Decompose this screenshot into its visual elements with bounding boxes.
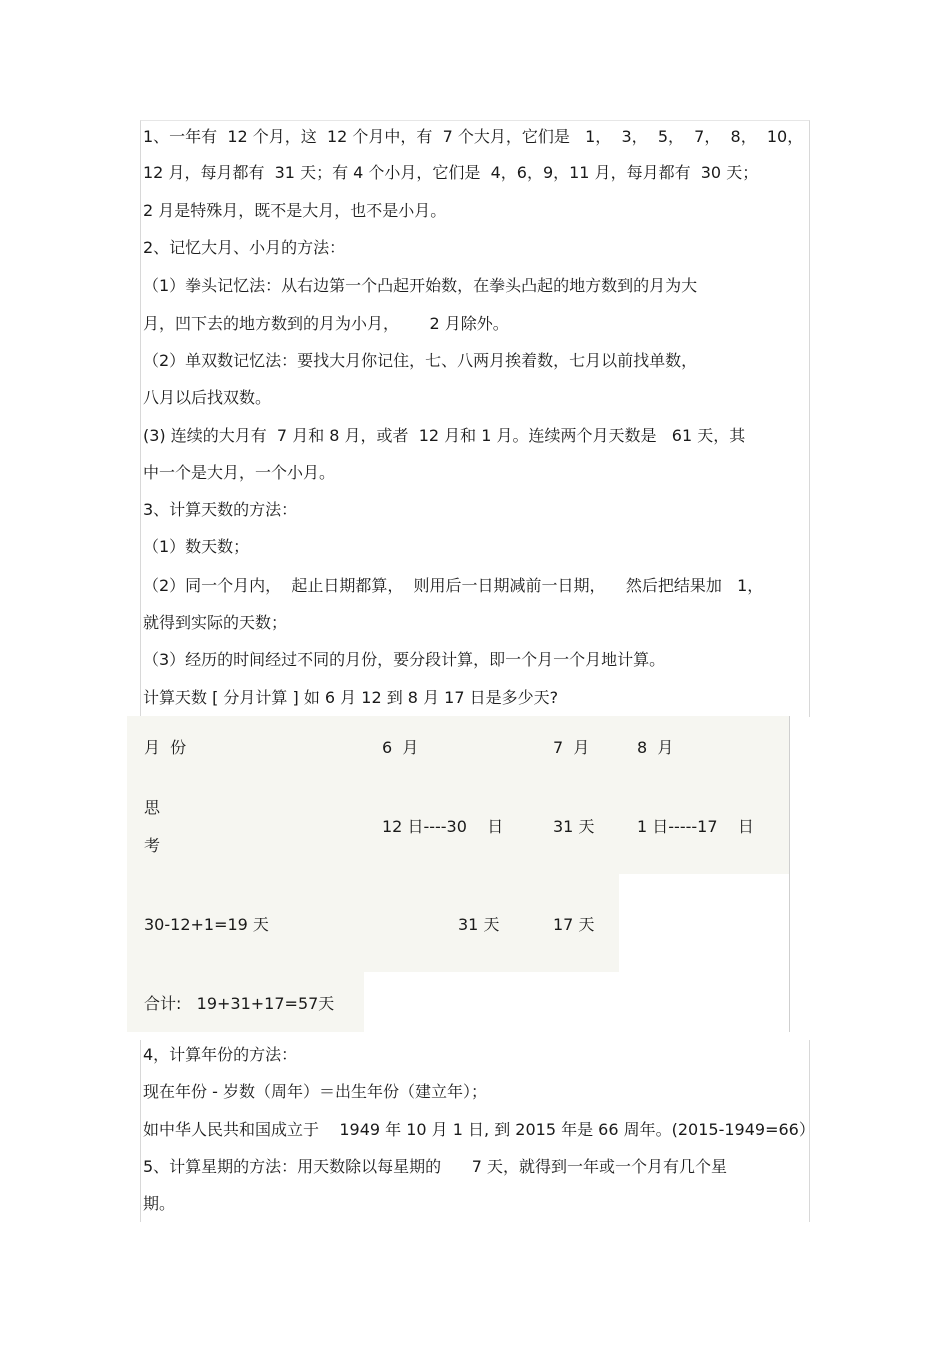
table-header-block bbox=[127, 716, 789, 874]
table-right-border bbox=[789, 716, 790, 1032]
table-month-7: 7 月 bbox=[553, 738, 590, 757]
section4-example: 如中华人民共和国成立于 1949 年 10 月 1 日, 到 2015 年是 66 周年。(2015-1949=66） bbox=[143, 1120, 815, 1139]
section2-item1-line1: （1）拳头记忆法：从右边第一个凸起开始数，在拳头凸起的地方数到的月为大 bbox=[143, 276, 698, 295]
section5-line2: 期。 bbox=[143, 1194, 176, 1213]
table-month-6: 6 月 bbox=[382, 738, 419, 757]
section3-item2-line1: （2）同一个月内， 起止日期都算， 则用后一日期减前一日期， 然后把结果加 1， bbox=[143, 576, 764, 595]
table-calc-8: 17 天 bbox=[553, 915, 595, 934]
table-month-8: 8 月 bbox=[637, 738, 674, 757]
section2-item2-line1: （2）单双数记忆法：要找大月你记住，七、八两月挨着数，七月以前找单数， bbox=[143, 351, 698, 370]
table-range-6: 12 日----30 日 bbox=[382, 817, 504, 836]
section2-heading: 2、记忆大月、小月的方法： bbox=[143, 238, 346, 257]
section1-line1: 1、一年有 12 个月，这 12 个月中，有 7 个大月，它们是 1， 3， 5， 7， 8， 10， bbox=[143, 127, 804, 146]
section1-line3: 2 月是特殊月，既不是大月，也不是小月。 bbox=[143, 201, 447, 220]
table-range-7: 31 天 bbox=[553, 817, 595, 836]
section1-line2: 12 月，每月都有 31 天；有 4 个小月，它们是 4，6，9，11 月，每月都有 30 天； bbox=[143, 163, 759, 182]
section2-item3-line1: (3) 连续的大月有 7 月和 8 月，或者 12 月和 1 月。连续两个月天数是 61 天，其 bbox=[143, 426, 746, 445]
section2-item1-line2: 月，凹下去的地方数到的月为小月， 2 月除外。 bbox=[143, 314, 509, 333]
table-total: 合计: 19+31+17=57天 bbox=[144, 994, 335, 1013]
section3-item3: （3）经历的时间经过不同的月份，要分段计算，即一个月一个月地计算。 bbox=[143, 650, 666, 669]
section2-item2-line2: 八月以后找双数。 bbox=[143, 388, 272, 407]
section3-item2-line2: 就得到实际的天数； bbox=[143, 613, 288, 632]
table-think-char1: 思 bbox=[144, 798, 161, 817]
section5-line1: 5、计算星期的方法：用天数除以每星期的 7 天，就得到一年或一个月有几个星 bbox=[143, 1157, 727, 1176]
table-calc-6: 30-12+1=19 天 bbox=[144, 915, 269, 934]
table-think-char2: 考 bbox=[144, 836, 161, 855]
section3-example: 计算天数 [ 分月计算 ] 如 6 月 12 到 8 月 17 日是多少天? bbox=[143, 688, 559, 707]
section3-heading: 3、计算天数的方法： bbox=[143, 500, 298, 519]
section3-item1: （1）数天数； bbox=[143, 537, 250, 556]
table-calc-7: 31 天 bbox=[458, 915, 500, 934]
section2-item3-line2: 中一个是大月，一个小月。 bbox=[143, 463, 336, 482]
section4-heading: 4，计算年份的方法： bbox=[143, 1045, 298, 1064]
table-header-label: 月 份 bbox=[144, 738, 187, 757]
table-range-8: 1 日-----17 日 bbox=[637, 817, 754, 836]
section4-formula: 现在年份 - 岁数（周年）＝出生年份（建立年）； bbox=[143, 1082, 487, 1101]
